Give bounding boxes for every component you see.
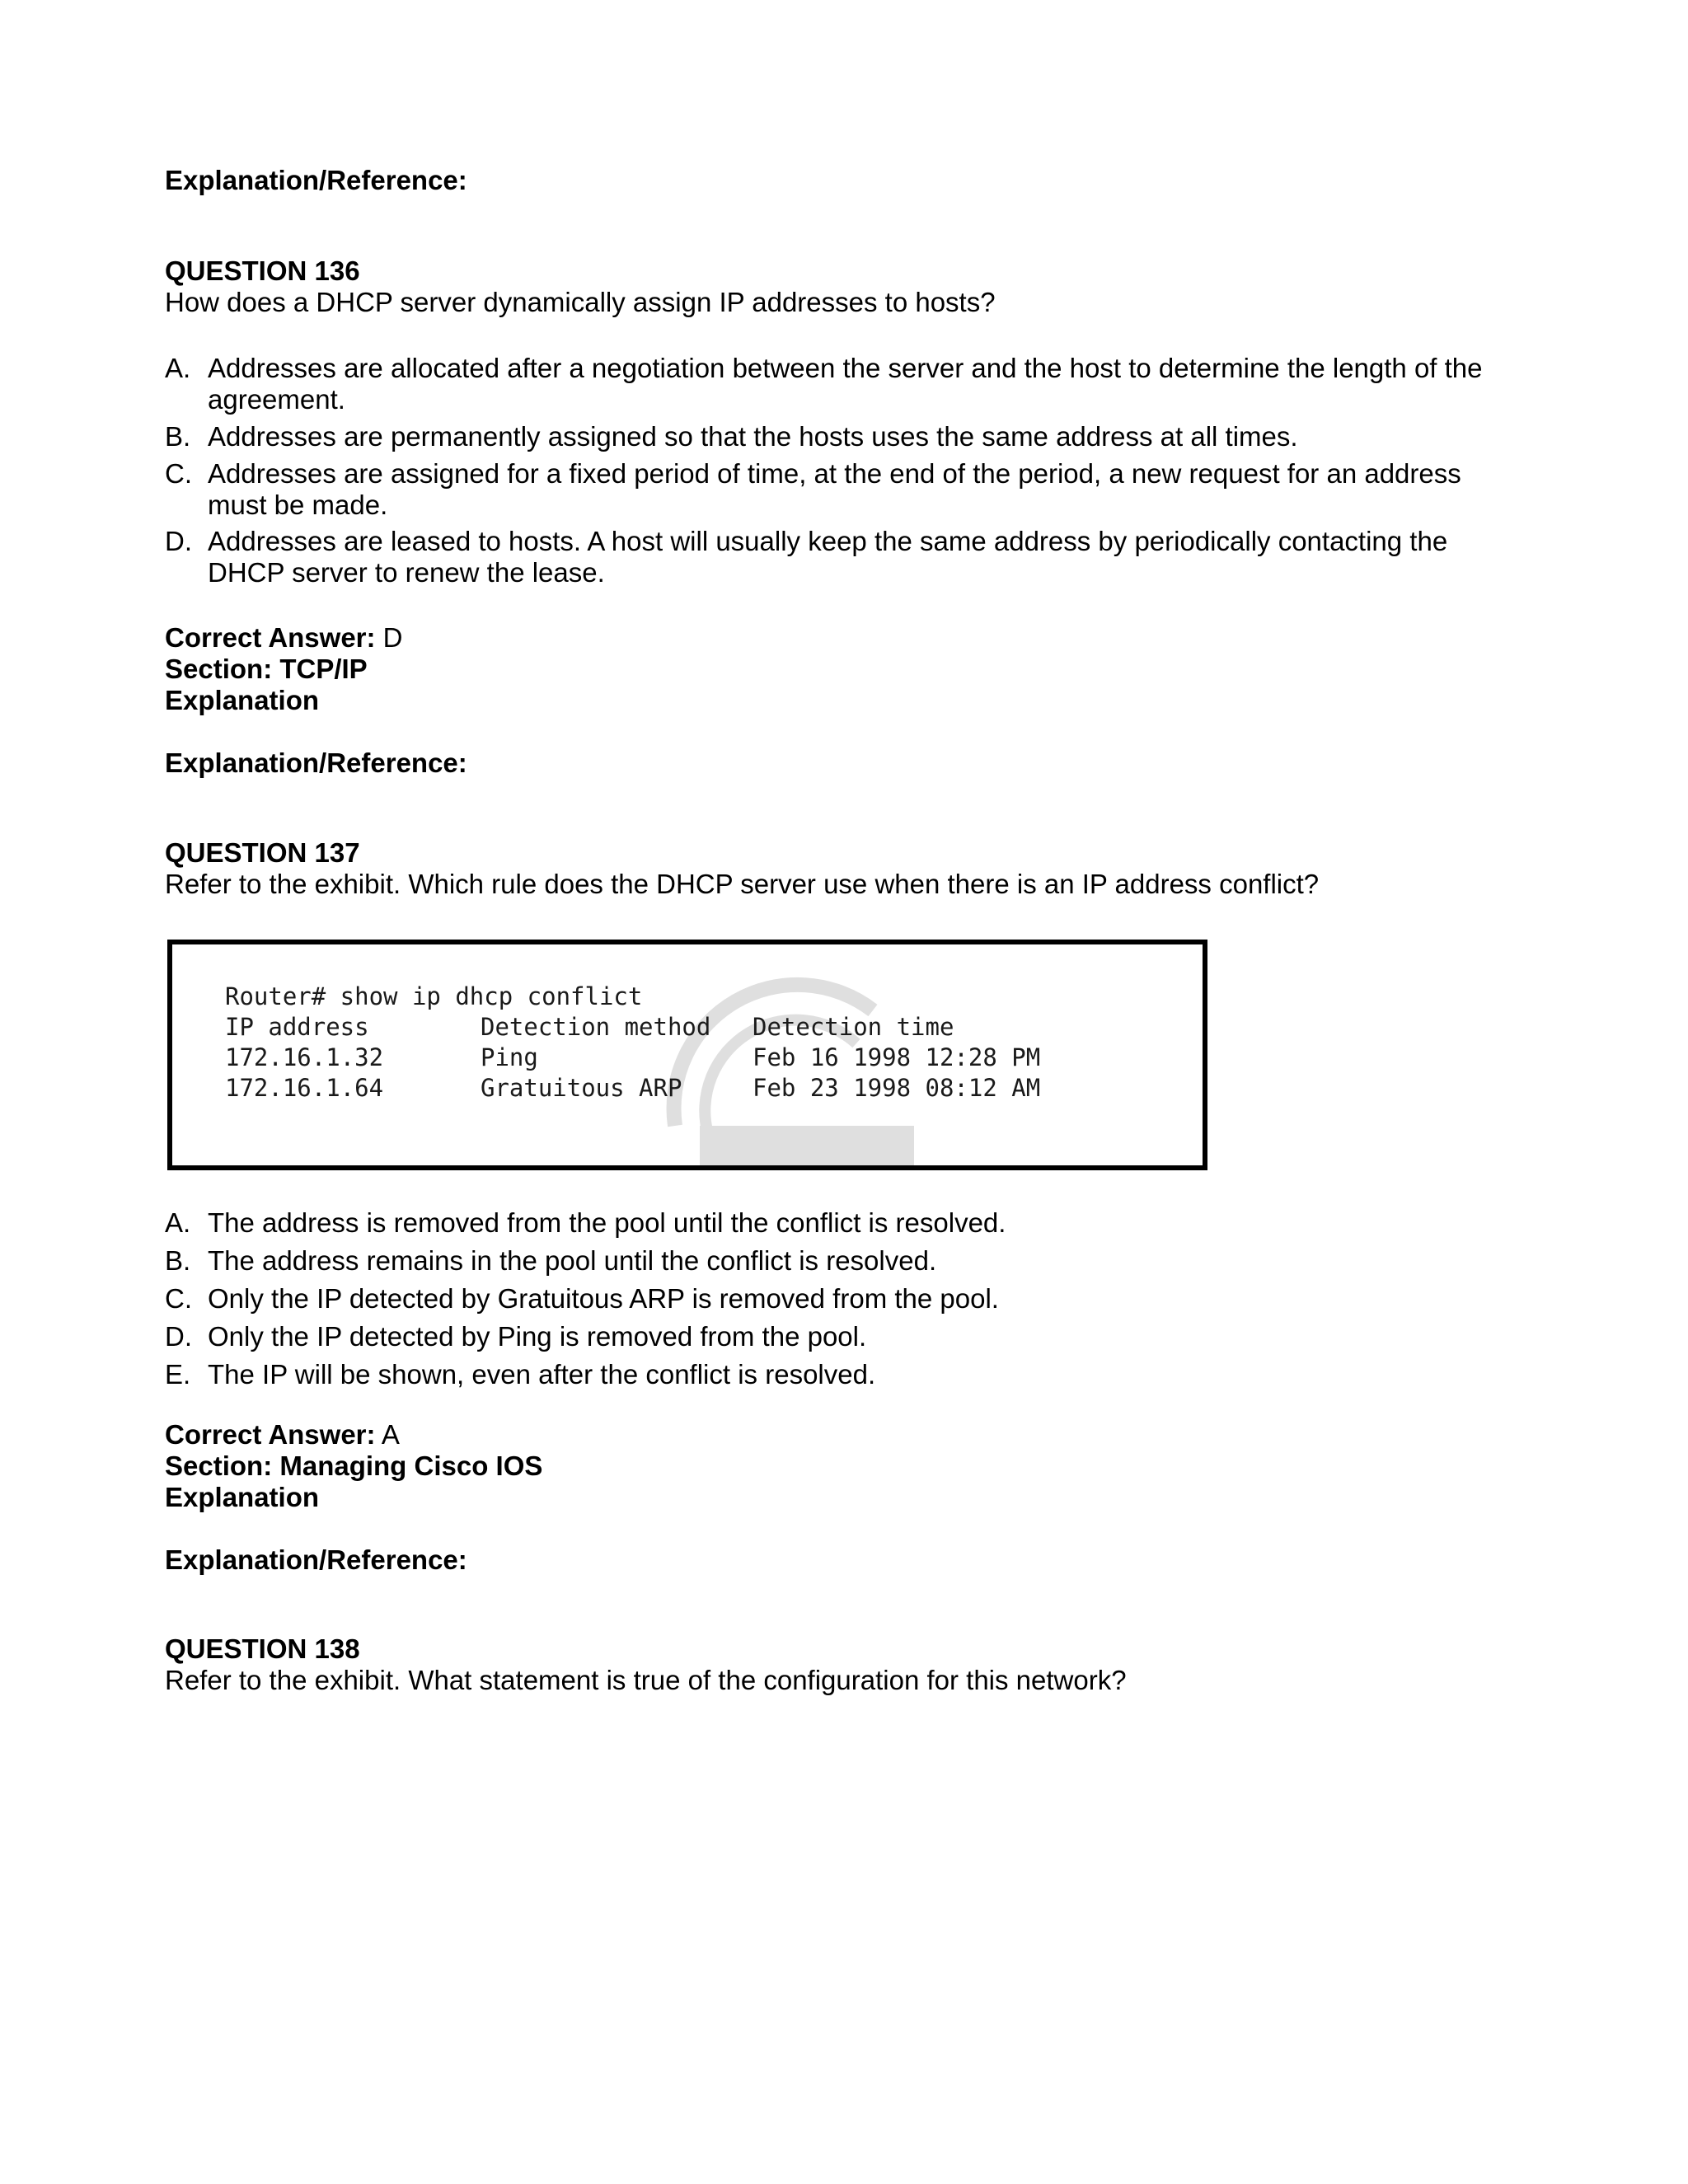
option-text: The address is removed from the pool until the conflict is resolved. <box>208 1207 1006 1238</box>
exhibit-header-time: Detection time <box>753 1013 954 1041</box>
question-136-explanation: Explanation <box>165 685 320 715</box>
option-text: Addresses are allocated after a negotiation between the server and the host to determine the length of the agreement. <box>208 353 1483 415</box>
question-138-prompt: Refer to the exhibit. What statement is true of the configuration for this network? <box>165 1665 1127 1695</box>
exhibit-row-ip: 172.16.1.32 <box>225 1043 384 1071</box>
exhibit-row-method: Gratuitous ARP <box>481 1074 682 1102</box>
question-137-explanation: Explanation <box>165 1482 320 1512</box>
option-letter: B. <box>165 421 191 452</box>
option-letter: C. <box>165 458 192 489</box>
exhibit-row-time: Feb 16 1998 12:28 PM <box>753 1043 1041 1071</box>
option-letter: B. <box>165 1245 191 1276</box>
option-letter: D. <box>165 1321 192 1352</box>
option-text: Addresses are assigned for a fixed period of time, at the end of the period, a new request for an address must be made. <box>208 458 1461 520</box>
question-136-correct-answer <box>165 622 403 654</box>
exhibit-header-method: Detection method <box>481 1013 711 1041</box>
exhibit-row-time: Feb 23 1998 08:12 AM <box>753 1074 1041 1102</box>
correct-answer-value: A <box>375 1419 400 1450</box>
exhibit-command: Router# show ip dhcp conflict <box>225 982 643 1010</box>
option-text: Addresses are leased to hosts. A host will usually keep the same address by periodically contacting the DHCP server to renew the lease. <box>208 526 1448 588</box>
question-136-prompt: How does a DHCP server dynamically assign IP addresses to hosts? <box>165 287 996 317</box>
correct-answer-value: D <box>375 622 403 653</box>
question-136-section: Section: TCP/IP <box>165 654 368 684</box>
exhibit-cli-output <box>167 940 1207 1170</box>
question-137-section: Section: Managing Cisco IOS <box>165 1451 543 1481</box>
option-letter: D. <box>165 526 192 556</box>
question-138-heading: QUESTION 138 <box>165 1633 360 1664</box>
question-137-correct-answer <box>165 1419 400 1451</box>
option-text: Addresses are permanently assigned so that the hosts uses the same address at all times. <box>208 421 1298 452</box>
question-137-prompt: Refer to the exhibit. Which rule does the DHCP server use when there is an IP address conflict? <box>165 869 1320 899</box>
option-text: Only the IP detected by Ping is removed from the pool. <box>208 1321 867 1352</box>
correct-answer-label: Correct Answer: <box>165 622 376 653</box>
option-letter: E. <box>165 1359 191 1390</box>
question-137-reference: Explanation/Reference: <box>165 1544 467 1575</box>
option-letter: C. <box>165 1283 192 1314</box>
exhibit-header-ip: IP address <box>225 1013 369 1041</box>
correct-answer-label: Correct Answer: <box>165 1419 376 1450</box>
exhibit-row-ip: 172.16.1.64 <box>225 1074 384 1102</box>
option-text: The address remains in the pool until the conflict is resolved. <box>208 1245 937 1276</box>
question-136-reference: Explanation/Reference: <box>165 748 467 778</box>
explanation-reference-heading: Explanation/Reference: <box>165 165 467 195</box>
option-text: The IP will be shown, even after the conflict is resolved. <box>208 1359 876 1390</box>
option-letter: A. <box>165 1207 191 1238</box>
question-137-heading: QUESTION 137 <box>165 837 360 868</box>
exhibit-row-method: Ping <box>481 1043 538 1071</box>
question-136-heading: QUESTION 136 <box>165 255 360 286</box>
option-text: Only the IP detected by Gratuitous ARP is removed from the pool. <box>208 1283 999 1314</box>
option-letter: A. <box>165 353 191 383</box>
